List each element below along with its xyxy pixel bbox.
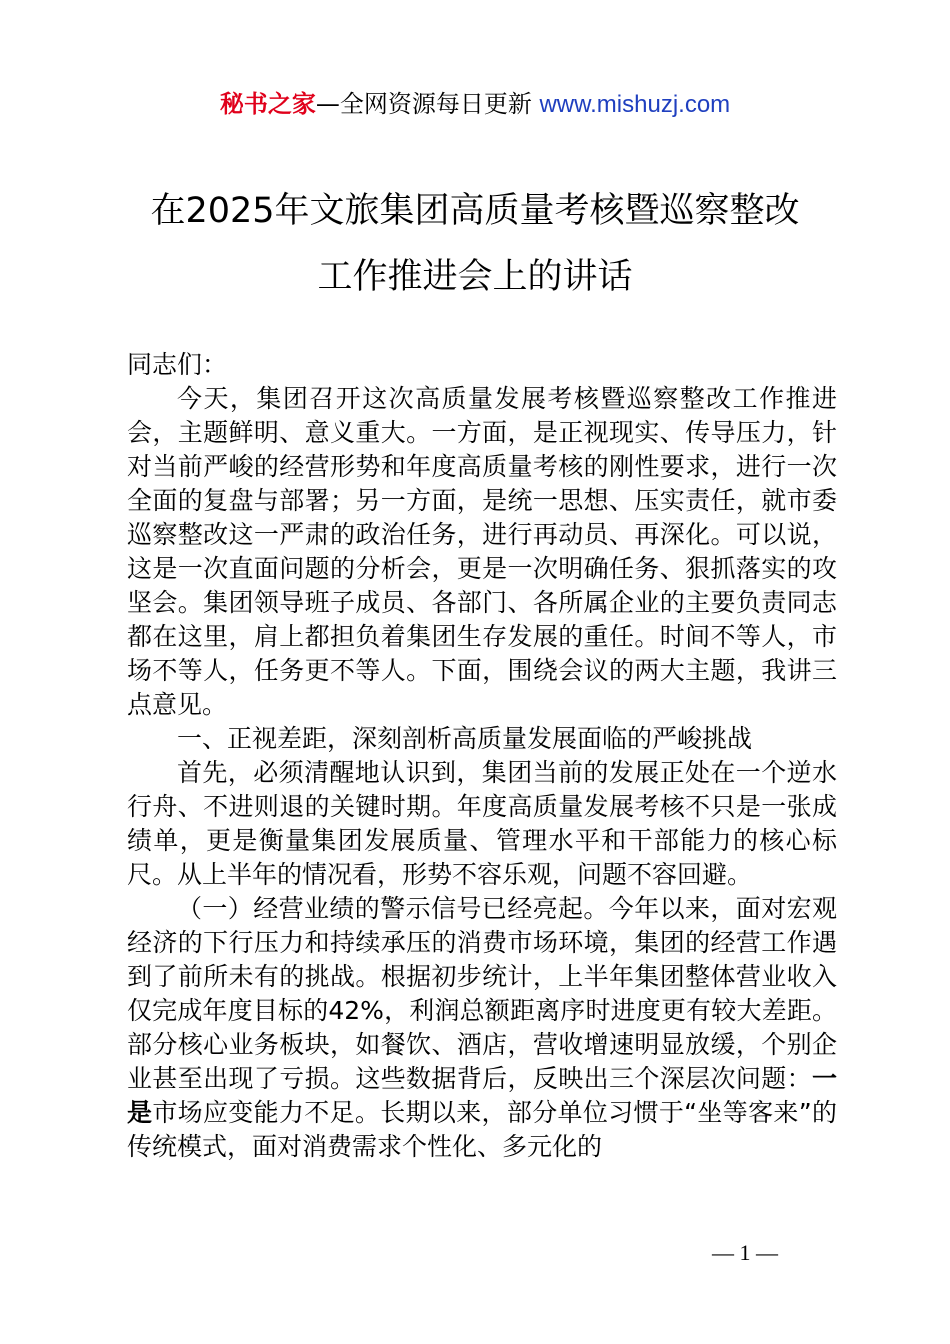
paragraph-section-1: 首先，必须清醒地认识到，集团当前的发展正处在一个逆水行舟、不进则退的关键时期。年度高质量发展考核不只是一张成绩单，更是衡量集团发展质量、管理水平和干部能力的核心标尺。从上半年的情况看，形势不容乐观，问题不容回避。 — [127, 758, 837, 889]
site-header — [0, 86, 950, 123]
site-tagline: —全网资源每日更新 — [315, 90, 540, 118]
paragraph-intro: 今天，集团召开这次高质量发展考核暨巡察整改工作推进会，主题鲜明、意义重大。一方面，是正视现实、传导压力，针对当前严峻的经营形势和年度高质量考核的刚性要求，进行一次全面的复盘与部署；另一方面，是统一思想、压实责任，就市委巡察整改这一严肃的政治任务，进行再动员、再深化。可以说，这是一次直面问题的分析会，更是一次明确任务、狠抓落实的攻坚会。集团领导班子成员、各部门、各所属企业的主要负责同志都在这里，肩上都担负着集团生存发展的重任。时间不等人，市场不等人，任务更不等人。下面，围绕会议的两大主题，我讲三点意见。 — [127, 384, 837, 719]
document-title-line-2: 工作推进会上的讲话 — [317, 257, 633, 297]
bold-emphasis: 一是 — [127, 1064, 837, 1127]
greeting: 同志们： — [127, 350, 228, 379]
site-url-link[interactable]: www.mishuzj.com — [539, 91, 731, 118]
paragraph-subsection-1 — [127, 892, 837, 1164]
document-body — [127, 348, 837, 1164]
document-title-line-1: 在2025年文旅集团高质量考核暨巡察整改 — [150, 191, 800, 231]
page-number: — 1 — — [712, 1240, 778, 1265]
section-heading-1: 一、正视差距，深刻剖析高质量发展面临的严峻挑战 — [177, 724, 753, 753]
site-brand: 秘书之家 — [219, 90, 316, 118]
paragraph-text: （一）经营业绩的警示信号已经亮起。今年以来，面对宏观经济的下行压力和持续承压的消费市场环境，集团的经营工作遇到了前所未有的挑战。根据初步统计，上半年集团整体营业收入仅完成年度目标的42%，利润总额距离序时进度更有较大差距。部分核心业务板块，如餐饮、酒店，营收增速明显放缓，个别企业甚至出现了亏损。这些数据背后，反映出三个深层次问题： — [127, 894, 837, 1093]
paragraph-text: 市场应变能力不足。长期以来，部分单位习惯于“坐等客来”的传统模式，面对消费需求个性化、多元化的 — [127, 1098, 837, 1161]
